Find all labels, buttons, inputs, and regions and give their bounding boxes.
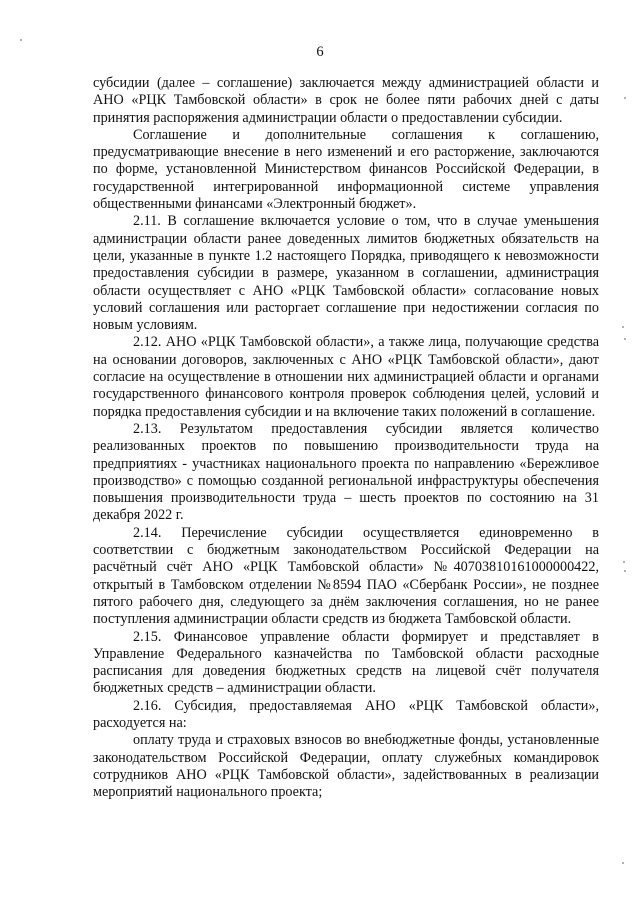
scan-speck bbox=[624, 338, 626, 340]
paragraph-2-16: 2.16. Субсидия, предоставляемая АНО «РЦК Тамбовской области», расходуется на: bbox=[93, 697, 599, 731]
scan-speck bbox=[622, 862, 624, 864]
paragraph-2-12: 2.12. АНО «РЦК Тамбовской области», а также лица, получающие средства на основании договоров, заключенных с АНО «РЦК Тамбовской области», дают согласие на осуществление в отношении них администрацией области и органами государственного финансового контроля проверок соблюдения целей, условий и порядка предоставления субсидии и на включение таких положений в соглашение. bbox=[93, 334, 599, 420]
paragraph-agreement-form: Соглашение и дополнительные соглашения к соглашению, предусматривающие внесение в него изменений и его расторжение, заключаются по форме, установленной Министерством финансов Российской Федерации, в государственной интегрированной информационной системе управления общественными финансами «Электронный бюджет». bbox=[93, 126, 599, 213]
scan-speck bbox=[622, 326, 624, 328]
paragraph-2-16-item-wages: оплату труда и страховых взносов во внебюджетные фонды, установленные законодательством Российской Федерации, оплату служебных командировок сотрудников АНО «РЦК Тамбовской области», задействованных в реализации мероприятий национального проекта; bbox=[93, 732, 599, 801]
scan-speck bbox=[624, 570, 626, 572]
paragraph-continuation: субсидии (далее – соглашение) заключается между администрацией области и АНО «РЦК Тамбовской области» в срок не более пяти рабочих дней с даты принятия распоряжения администрации области о предоставлении субсидии. bbox=[93, 75, 599, 126]
paragraph-2-15: 2.15. Финансовое управление области формирует и представляет в Управление Федерального казначейства по Тамбовской области расходные расписания для доведения бюджетных средств на лицевой счёт получателя бюджетных средств – администрации области. bbox=[93, 628, 599, 697]
scan-speck bbox=[624, 97, 626, 99]
document-body bbox=[93, 75, 599, 801]
paragraph-2-14: 2.14. Перечисление субсидии осуществляется единовременно в соответствии с бюджетным законодательством Российской Федерации на расчётный счёт АНО «РЦК Тамбовской области» №40703810161000000422, открытый в Тамбовском отделении №8594 ПАО «Сбербанк России», не позднее пятого рабочего дня, следующего за днём заключения соглашения, но не ранее поступления администрации области средств из бюджета Тамбовской области. bbox=[93, 524, 599, 628]
scan-speck bbox=[20, 39, 22, 41]
paragraph-2-13: 2.13. Результатом предоставления субсидии является количество реализованных проектов по повышению производительности труда на предприятиях - участниках национального проекта по направлению «Бережливое производство» с помощью созданной региональной инфраструктуры обеспечения повышения производительности труда – шесть проектов по состоянию на 31 декабря 2022 г. bbox=[93, 420, 599, 524]
page-number: 6 bbox=[316, 44, 324, 60]
paragraph-2-11: 2.11. В соглашение включается условие о том, что в случае уменьшения администрации области ранее доведенных лимитов бюджетных обязательств на цели, указанные в пункте 1.2 настоящего Порядка, приводящего к невозможности предоставления субсидии в размере, указанном в соглашении, администрация области осуществляет с АНО «РЦК Тамбовской области» согласование новых условий соглашения или расторгает соглашение при недостижении согласия по новым условиям. bbox=[93, 213, 599, 334]
scan-speck bbox=[623, 561, 625, 563]
